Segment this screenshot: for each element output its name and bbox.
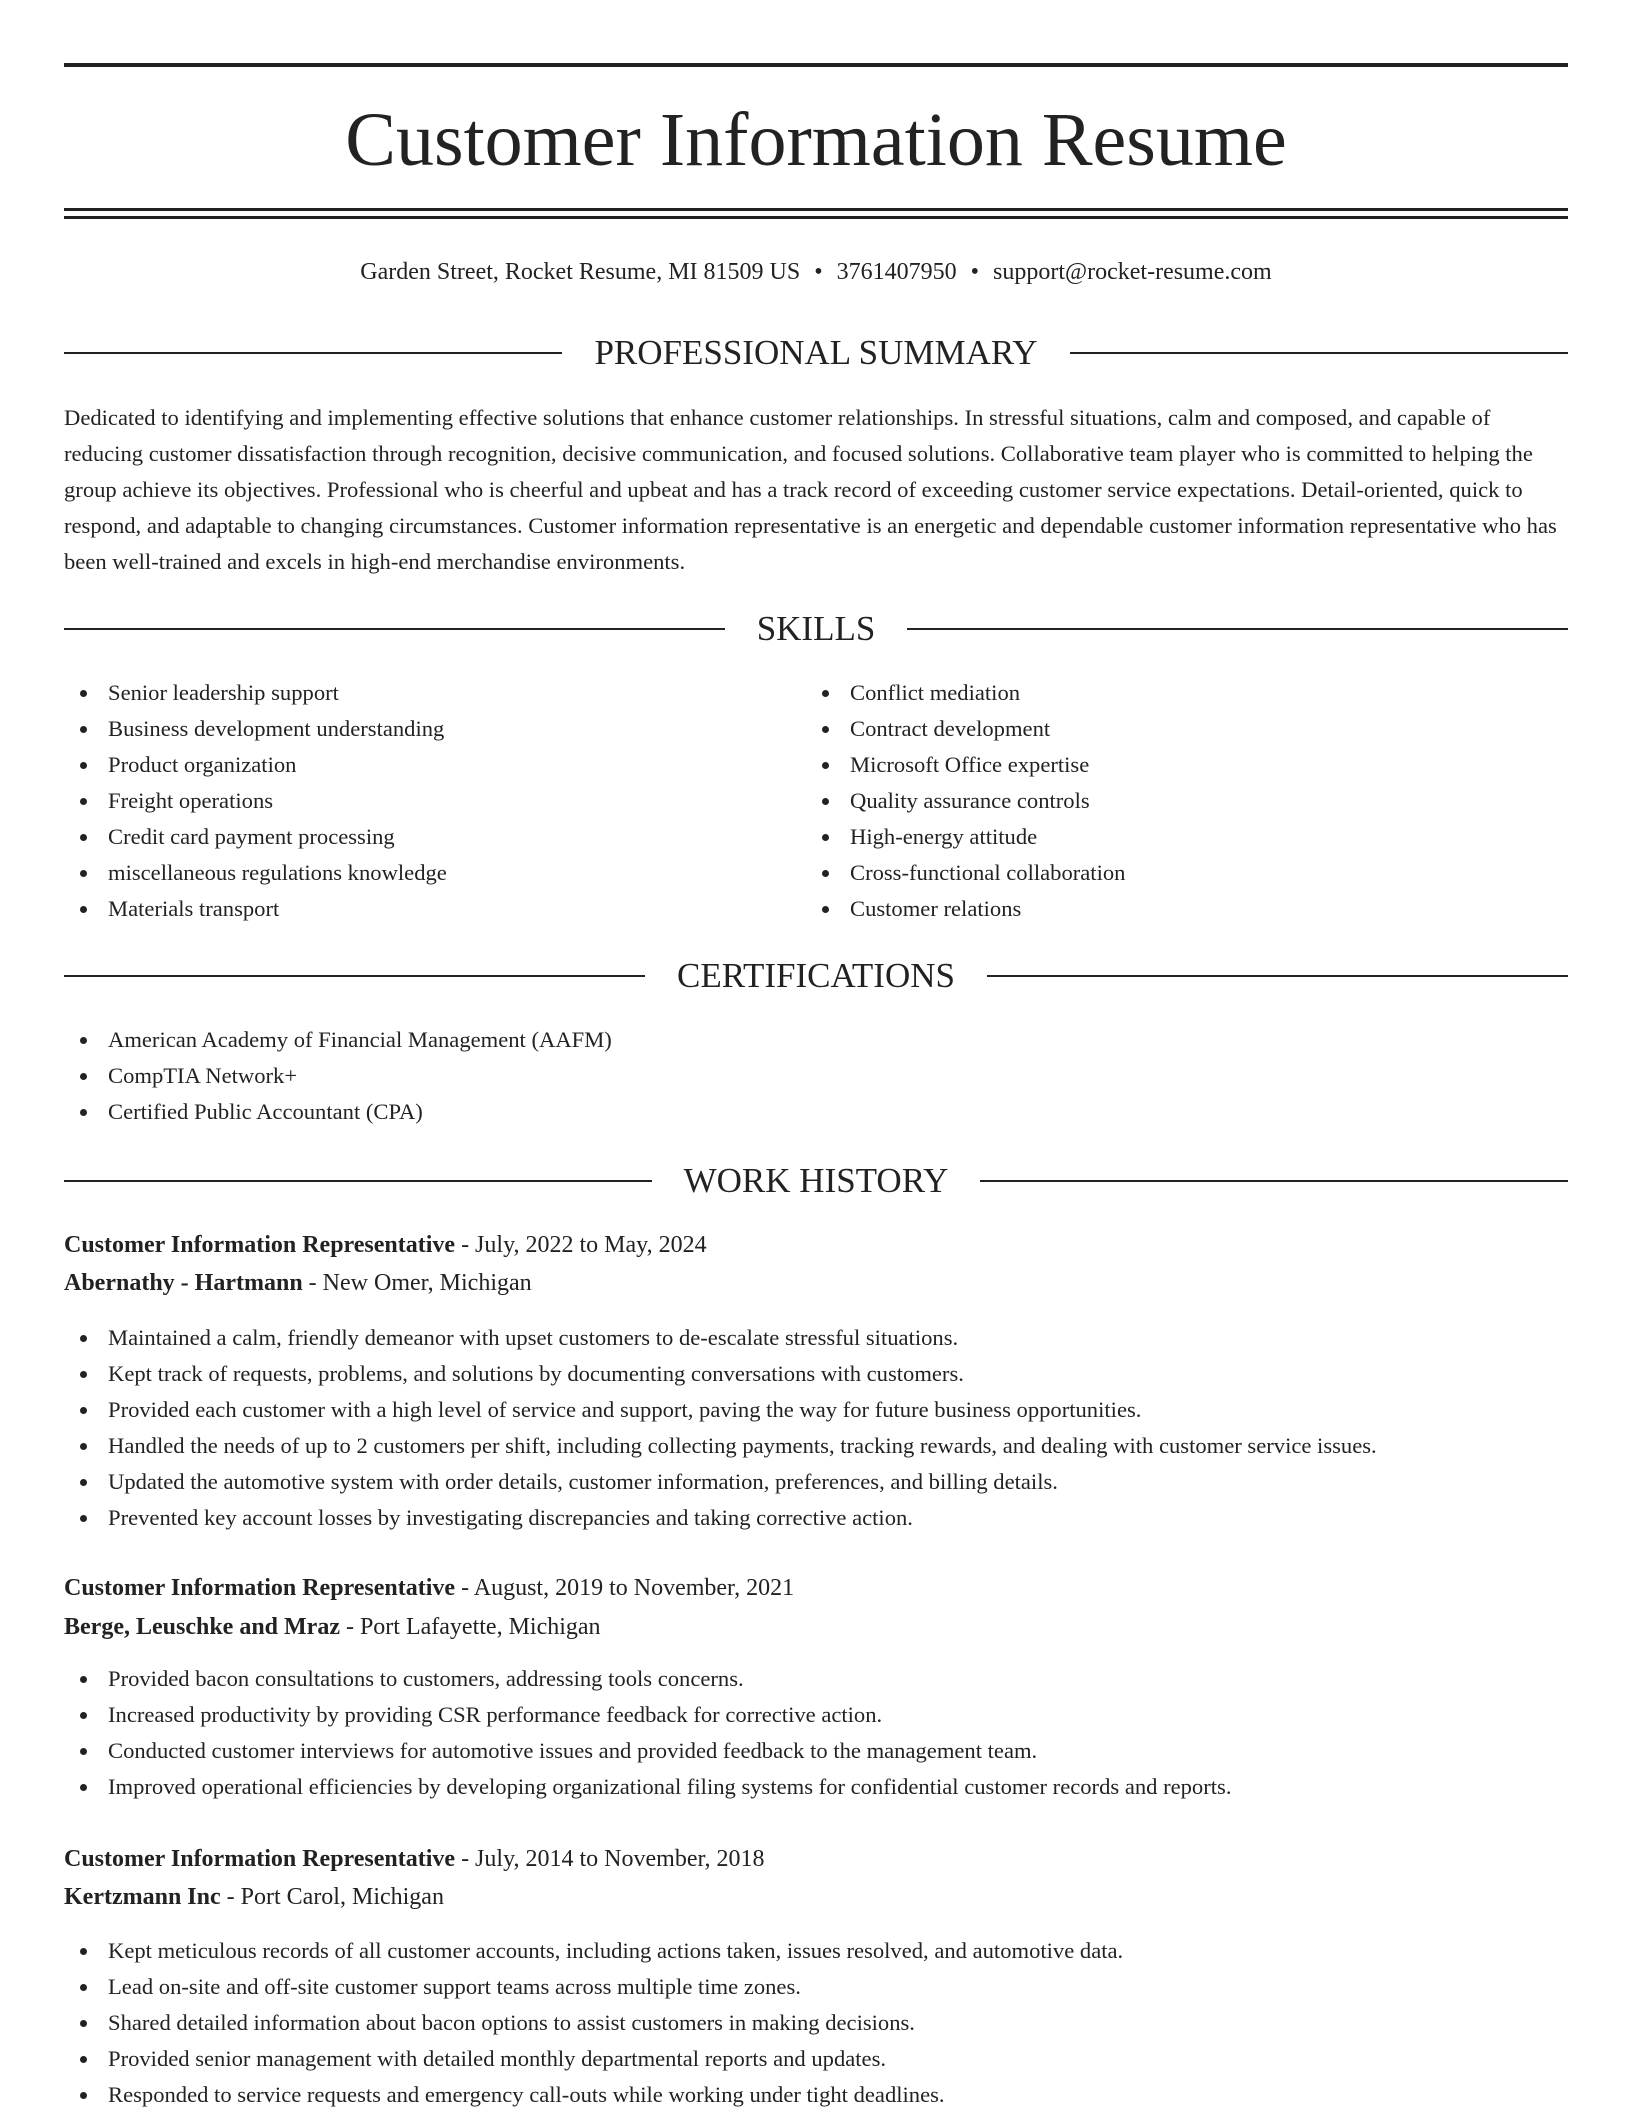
job-title-line — [64, 1840, 1568, 1878]
summary-text: Dedicated to identifying and implementing effective solutions that enhance customer relationships. In stressful situations, calm and composed, and capable of reducing customer dissatisfaction through recognition, decisive communication, and focused solutions. Collaborative team player who is committed to helping the group achieve its objectives. Professional who is cheerful and upbeat and has a track record of exceeding customer service expectations. Detail-oriented, quick to respond, and adaptable to changing circumstances. Customer information representative is an energetic and dependable customer information representative who has been well-trained and excels in high-end merchandise environments. — [64, 405, 1557, 574]
skill-item: Customer relations — [806, 891, 1125, 927]
resume-title: Customer Information Resume — [345, 98, 1287, 182]
skill-item: Credit card payment processing — [64, 819, 447, 855]
section-rule — [907, 628, 1568, 630]
job-location: - New Omer, Michigan — [302, 1270, 532, 1296]
title-rule-upper — [64, 208, 1568, 211]
job-bullet-item: Improved operational efficiencies by developing organizational filing systems for confidential customer records and reports. — [64, 1769, 1231, 1805]
job-bullets — [64, 1320, 1377, 1536]
section-rule — [64, 352, 562, 354]
job-bullets — [64, 1933, 1123, 2113]
skill-item: High-energy attitude — [806, 819, 1125, 855]
job-bullet-item: Provided senior management with detailed monthly departmental reports and updates. — [64, 2041, 1123, 2077]
skills-list-left — [64, 675, 447, 927]
job-dates: - July, 2014 to November, 2018 — [455, 1846, 765, 1872]
skill-item: Senior leadership support — [64, 675, 447, 711]
section-title: CERTIFICATIONS — [677, 956, 955, 995]
job-bullet-item: Lead on-site and off-site customer support teams across multiple time zones. — [64, 1969, 1123, 2005]
job-company: Abernathy - Hartmann — [64, 1270, 303, 1296]
skill-item: Freight operations — [64, 783, 447, 819]
job-title-line — [64, 1569, 1568, 1607]
job-title: Customer Information Representative — [64, 1575, 456, 1601]
job-location: - Port Lafayette, Michigan — [339, 1614, 601, 1640]
job-company: Kertzmann Inc — [64, 1884, 221, 1910]
job-bullet-item: Conducted customer interviews for automotive issues and provided feedback to the management team. — [64, 1733, 1231, 1769]
job-bullet-item: Kept meticulous records of all customer accounts, including actions taken, issues resolved, and automotive data. — [64, 1933, 1123, 1969]
contact-address: Garden Street, Rocket Resume, MI 81509 US — [360, 259, 801, 285]
skill-item: Cross-functional collaboration — [806, 855, 1125, 891]
job-bullets — [64, 1661, 1231, 1805]
skill-item: miscellaneous regulations knowledge — [64, 855, 447, 891]
job-company-line — [64, 1878, 1568, 1916]
section-rule — [1070, 352, 1568, 354]
section-rule — [64, 628, 725, 630]
job-title: Customer Information Representative — [64, 1846, 456, 1872]
job-company-line — [64, 1608, 1568, 1646]
job-dates: - July, 2022 to May, 2024 — [455, 1232, 707, 1258]
job-bullet-item: Kept track of requests, problems, and solutions by documenting conversations with customers. — [64, 1356, 1377, 1392]
job-bullet-item: Responded to service requests and emergency call-outs while working under tight deadlines. — [64, 2077, 1123, 2113]
skill-item: Quality assurance controls — [806, 783, 1125, 819]
skills-list-right — [806, 675, 1125, 927]
contact-email: support@rocket-resume.com — [993, 259, 1272, 285]
contact-separator: • — [814, 259, 823, 285]
certification-item: CompTIA Network+ — [64, 1058, 612, 1094]
skill-item: Contract development — [806, 711, 1125, 747]
section-title: PROFESSIONAL SUMMARY — [594, 333, 1038, 372]
section-header-work-history — [64, 1159, 1568, 1203]
job-bullet-item: Shared detailed information about bacon options to assist customers in making decisions. — [64, 2005, 1123, 2041]
skill-item: Conflict mediation — [806, 675, 1125, 711]
section-header-skills — [64, 607, 1568, 651]
section-rule — [980, 1180, 1568, 1182]
skill-item: Product organization — [64, 747, 447, 783]
top-rule — [64, 63, 1568, 67]
job-bullet-item: Maintained a calm, friendly demeanor with upset customers to de-escalate stressful situations. — [64, 1320, 1377, 1356]
skill-item: Business development understanding — [64, 711, 447, 747]
job-title: Customer Information Representative — [64, 1232, 456, 1258]
job-bullet-item: Provided bacon consultations to customers, addressing tools concerns. — [64, 1661, 1231, 1697]
section-title: SKILLS — [756, 609, 876, 648]
section-title: WORK HISTORY — [683, 1161, 949, 1200]
section-rule — [64, 1180, 652, 1182]
job-bullet-item: Updated the automotive system with order details, customer information, preferences, and billing details. — [64, 1464, 1377, 1500]
job-company-line — [64, 1264, 1568, 1302]
contact-line — [64, 254, 1568, 290]
skill-item: Microsoft Office expertise — [806, 747, 1125, 783]
section-header-certifications — [64, 954, 1568, 998]
skill-item: Materials transport — [64, 891, 447, 927]
job-dates: - August, 2019 to November, 2021 — [455, 1575, 795, 1601]
contact-phone: 3761407950 — [836, 259, 957, 285]
job-bullet-item: Increased productivity by providing CSR performance feedback for corrective action. — [64, 1697, 1231, 1733]
job-title-line — [64, 1226, 1568, 1264]
certification-item: American Academy of Financial Management (AAFM) — [64, 1022, 612, 1058]
job-bullet-item: Handled the needs of up to 2 customers per shift, including collecting payments, tracking rewards, and dealing with customer service issues. — [64, 1428, 1377, 1464]
title-rule-lower — [64, 216, 1568, 219]
certification-item: Certified Public Accountant (CPA) — [64, 1094, 612, 1130]
certifications-list — [64, 1022, 612, 1130]
job-bullet-item: Prevented key account losses by investigating discrepancies and taking corrective action. — [64, 1500, 1377, 1536]
job-bullet-item: Provided each customer with a high level of service and support, paving the way for future business opportunities. — [64, 1392, 1377, 1428]
contact-separator: • — [970, 259, 980, 285]
section-header-summary — [64, 331, 1568, 375]
job-location: - Port Carol, Michigan — [220, 1884, 444, 1910]
section-rule — [64, 975, 645, 977]
section-rule — [987, 975, 1568, 977]
job-company: Berge, Leuschke and Mraz — [64, 1614, 340, 1640]
